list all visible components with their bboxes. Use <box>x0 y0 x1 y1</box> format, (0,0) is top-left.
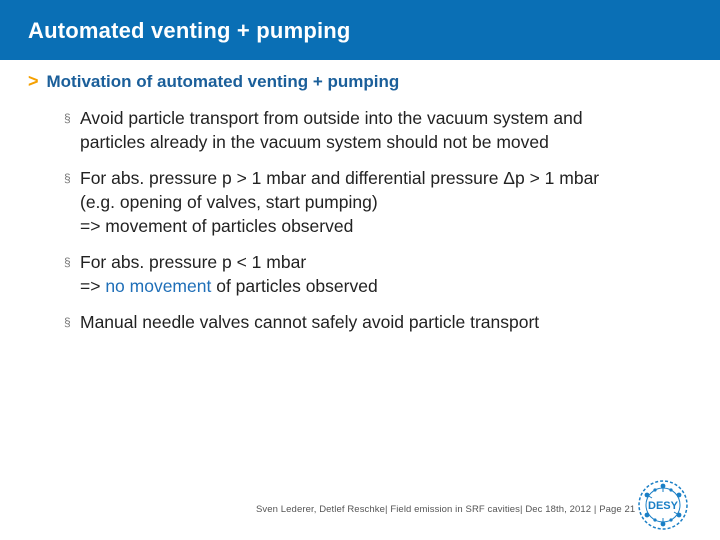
bullet-text-line: (e.g. opening of valves, start pumping) <box>80 192 378 212</box>
bullet-marker-icon: § <box>64 315 71 329</box>
list-item <box>64 106 704 154</box>
desy-logo <box>636 478 690 532</box>
highlighted-text: no movement <box>105 276 212 296</box>
bullet-text-line: For abs. pressure p > 1 mbar and differential pressure Δp > 1 mbar <box>80 168 600 188</box>
bullet-text-line: => movement of particles observed <box>80 216 354 236</box>
chevron-right-icon: > <box>28 71 39 91</box>
bullet-text-line: For abs. pressure p < 1 mbar <box>80 252 307 272</box>
list-item <box>64 310 704 334</box>
bullet-list <box>64 106 704 334</box>
bullet-text-line: Manual needle valves cannot safely avoid particle transport <box>80 312 540 332</box>
slide-header <box>0 0 720 60</box>
list-item <box>64 166 704 238</box>
bullet-text-line <box>80 274 704 298</box>
desy-logo-icon <box>636 478 690 532</box>
bullet-text-line: Avoid particle transport from outside into the vacuum system and <box>80 108 583 128</box>
bullet-text-suffix: of particles observed <box>211 276 378 296</box>
bullet-marker-icon: § <box>64 111 71 125</box>
subtitle-text: Motivation of automated venting + pumping <box>46 72 400 91</box>
list-item <box>64 250 704 298</box>
bullet-text-line: particles already in the vacuum system should not be moved <box>80 132 549 152</box>
logo-text: DESY <box>648 500 678 512</box>
section-subtitle <box>28 70 698 93</box>
slide-title: Automated venting + pumping <box>28 18 351 43</box>
bullet-text-prefix: => <box>80 276 106 296</box>
slide-footer: Sven Lederer, Detlef Reschke| Field emission in SRF cavities| Dec 18th, 2012 | Page 21 <box>256 504 636 515</box>
bullet-marker-icon: § <box>64 171 71 185</box>
bullet-marker-icon: § <box>64 255 71 269</box>
